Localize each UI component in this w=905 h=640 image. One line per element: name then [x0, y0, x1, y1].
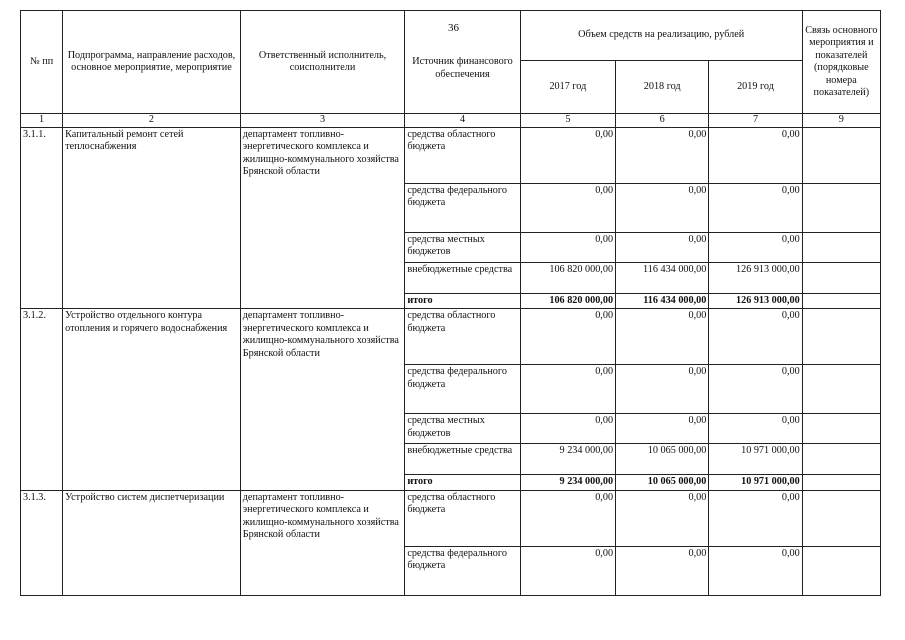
indicator-link-cell — [802, 232, 880, 262]
value-2019: 0,00 — [709, 365, 802, 414]
funding-source: средства местных бюджетов — [405, 414, 520, 444]
header-executor: Ответственный исполнитель, соисполнители — [240, 11, 405, 114]
value-2018: 0,00 — [616, 490, 709, 546]
header-2018: 2018 год — [616, 61, 709, 114]
header-source: Источник финансового обеспечения — [405, 11, 520, 114]
indicator-link-cell — [802, 127, 880, 183]
value-2017: 0,00 — [520, 365, 615, 414]
value-2019: 0,00 — [709, 490, 802, 546]
funding-source: внебюджетные средства — [405, 262, 520, 293]
executor-cell: департамент топливно-энергетического комплекса и жилищно-коммунального хозяйства Брянской области — [240, 309, 405, 491]
indicator-link-cell — [802, 293, 880, 309]
column-numbers-row — [21, 114, 881, 128]
row-number: 3.1.1. — [21, 127, 63, 309]
executor-cell: департамент топливно-энергетического комплекса и жилищно-коммунального хозяйства Брянской области — [240, 490, 405, 595]
column-number: 9 — [802, 114, 880, 128]
header-2017: 2017 год — [520, 61, 615, 114]
value-2017: 9 234 000,00 — [520, 444, 615, 475]
value-2019: 0,00 — [709, 309, 802, 365]
value-2019: 126 913 000,00 — [709, 293, 802, 309]
column-number: 5 — [520, 114, 615, 128]
indicator-link-cell — [802, 546, 880, 595]
header-link: Связь основного мероприятия и показателей (порядковые номера показателей) — [802, 11, 880, 114]
indicator-link-cell — [802, 365, 880, 414]
column-number: 3 — [240, 114, 405, 128]
table-row — [21, 127, 881, 183]
column-number: 7 — [709, 114, 802, 128]
value-2019: 0,00 — [709, 183, 802, 232]
funding-source: итого — [405, 293, 520, 309]
value-2018: 0,00 — [616, 414, 709, 444]
funding-source: внебюджетные средства — [405, 444, 520, 475]
value-2019: 0,00 — [709, 546, 802, 595]
indicator-link-cell — [802, 475, 880, 491]
value-2018: 0,00 — [616, 127, 709, 183]
activity-name: Капитальный ремонт сетей теплоснабжения — [63, 127, 241, 309]
column-number: 4 — [405, 114, 520, 128]
value-2017: 0,00 — [520, 414, 615, 444]
table-row — [21, 490, 881, 546]
value-2017: 106 820 000,00 — [520, 293, 615, 309]
indicator-link-cell — [802, 490, 880, 546]
value-2018: 0,00 — [616, 232, 709, 262]
header-num: № пп — [21, 11, 63, 114]
funding-source: средства областного бюджета — [405, 309, 520, 365]
value-2019: 126 913 000,00 — [709, 262, 802, 293]
value-2017: 0,00 — [520, 546, 615, 595]
indicator-link-cell — [802, 309, 880, 365]
table-body — [21, 127, 881, 595]
indicator-link-cell — [802, 183, 880, 232]
value-2017: 9 234 000,00 — [520, 475, 615, 491]
value-2018: 10 065 000,00 — [616, 444, 709, 475]
value-2017: 0,00 — [520, 183, 615, 232]
funding-source: средства местных бюджетов — [405, 232, 520, 262]
table-row — [21, 309, 881, 365]
page-number: 36 — [448, 22, 459, 34]
value-2019: 0,00 — [709, 232, 802, 262]
value-2019: 0,00 — [709, 414, 802, 444]
indicator-link-cell — [802, 414, 880, 444]
value-2018: 116 434 000,00 — [616, 293, 709, 309]
funding-source: средства федерального бюджета — [405, 546, 520, 595]
value-2019: 10 971 000,00 — [709, 444, 802, 475]
value-2019: 0,00 — [709, 127, 802, 183]
funding-source: средства областного бюджета — [405, 490, 520, 546]
column-number: 6 — [616, 114, 709, 128]
value-2019: 10 971 000,00 — [709, 475, 802, 491]
value-2017: 0,00 — [520, 309, 615, 365]
value-2018: 10 065 000,00 — [616, 475, 709, 491]
column-number: 2 — [63, 114, 241, 128]
indicator-link-cell — [802, 262, 880, 293]
row-number: 3.1.2. — [21, 309, 63, 491]
executor-cell: департамент топливно-энергетического комплекса и жилищно-коммунального хозяйства Брянской области — [240, 127, 405, 309]
financing-table — [20, 10, 881, 596]
value-2018: 116 434 000,00 — [616, 262, 709, 293]
header-volume: Объем средств на реализацию, рублей — [520, 11, 802, 61]
value-2018: 0,00 — [616, 183, 709, 232]
header-2019: 2019 год — [709, 61, 802, 114]
row-number: 3.1.3. — [21, 490, 63, 595]
funding-source: средства федерального бюджета — [405, 365, 520, 414]
value-2018: 0,00 — [616, 365, 709, 414]
value-2017: 0,00 — [520, 490, 615, 546]
value-2018: 0,00 — [616, 309, 709, 365]
header-program: Подпрограмма, направление расходов, основное мероприятие, мероприятие — [63, 11, 241, 114]
funding-source: средства федерального бюджета — [405, 183, 520, 232]
value-2017: 0,00 — [520, 127, 615, 183]
indicator-link-cell — [802, 444, 880, 475]
activity-name: Устройство систем диспетчеризации — [63, 490, 241, 595]
funding-source: итого — [405, 475, 520, 491]
activity-name: Устройство отдельного контура отопления и горячего водоснабжения — [63, 309, 241, 491]
value-2018: 0,00 — [616, 546, 709, 595]
value-2017: 106 820 000,00 — [520, 262, 615, 293]
funding-source: средства областного бюджета — [405, 127, 520, 183]
value-2017: 0,00 — [520, 232, 615, 262]
column-number: 1 — [21, 114, 63, 128]
